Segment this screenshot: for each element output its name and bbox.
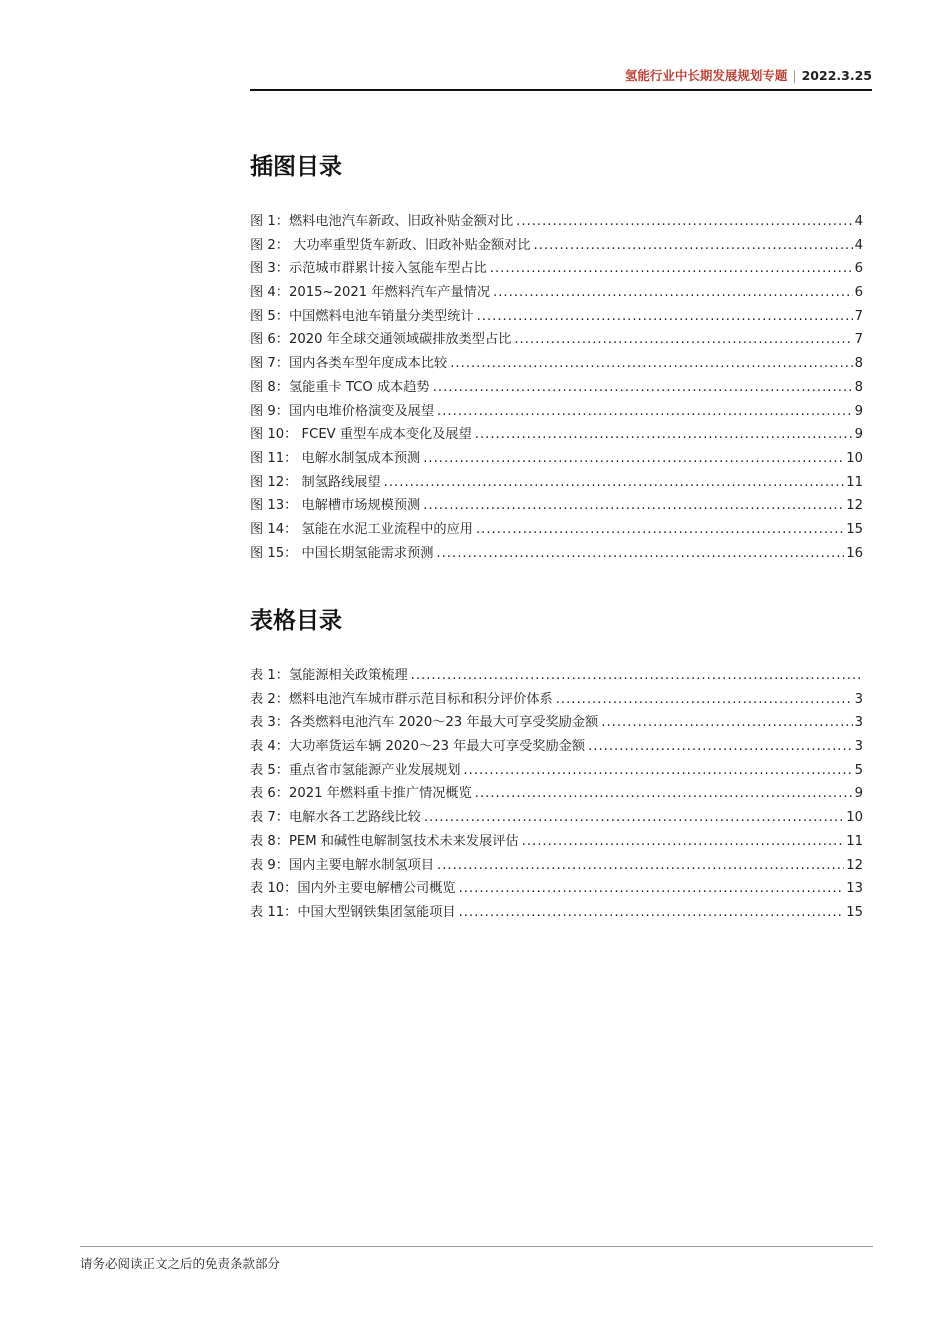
dot-leader <box>463 759 852 783</box>
figure-toc-entry-label[interactable]: 图 10： FCEV 重型车成本变化及展望 <box>250 427 472 443</box>
dot-leader <box>423 494 844 518</box>
figure-toc-entry-label[interactable]: 图 1：燃料电池汽车新政、旧政补贴金额对比 <box>250 214 514 229</box>
figure-toc-entry-page[interactable]: 8 <box>854 379 863 395</box>
table-toc-entry-page[interactable]: 12 <box>846 857 863 873</box>
figure-toc-entry-label[interactable]: 图 11： 电解水制氢成本预测 <box>250 450 421 466</box>
report-topic: 氢能行业中长期发展规划专题 <box>624 68 788 83</box>
page-header <box>250 66 872 88</box>
table-toc-entry-page[interactable]: 15 <box>846 904 863 920</box>
table-toc-entry[interactable] <box>250 688 863 712</box>
figure-toc-entry[interactable] <box>250 352 863 376</box>
dot-leader <box>514 328 852 352</box>
table-toc-entry[interactable] <box>250 711 863 735</box>
dot-leader <box>411 664 861 688</box>
table-toc-entry-page[interactable]: 11 <box>846 833 863 849</box>
dot-leader <box>384 471 845 495</box>
figure-toc-entry-label[interactable]: 图 3：示范城市群累计接入氢能车型占比 <box>250 261 487 277</box>
figure-toc-entry-page[interactable]: 7 <box>854 332 863 348</box>
table-toc-entry-label[interactable]: 表 8：PEM 和碱性电解制氢技术未来发展评估 <box>250 833 519 849</box>
table-toc-entry-label[interactable]: 表 6：2021 年燃料重卡推广情况概览 <box>250 786 472 802</box>
figure-toc-entry[interactable] <box>250 400 863 424</box>
dot-leader <box>477 305 853 329</box>
table-toc-entry[interactable] <box>250 782 863 806</box>
report-date: 2022.3.25 <box>801 68 872 83</box>
figure-toc-entry-page[interactable]: 12 <box>846 498 863 514</box>
figure-toc-entry-page[interactable]: 15 <box>846 521 863 537</box>
figure-toc-entry-page[interactable]: 7 <box>854 308 863 324</box>
figure-toc-entry-label[interactable]: 图 2： 大功率重型货车新政、旧政补贴金额对比 <box>250 237 531 253</box>
dot-leader <box>601 711 852 735</box>
table-toc-entry-page[interactable]: 3 <box>854 715 863 731</box>
table-toc-entry[interactable] <box>250 901 863 925</box>
figure-toc-entry-page[interactable]: 8 <box>854 356 863 372</box>
table-toc-entry-label[interactable]: 表 3：各类燃料电池汽车 2020～23 年最大可享受奖励金额 <box>250 715 599 731</box>
figure-toc-entry[interactable] <box>250 234 863 258</box>
header-rule <box>250 89 872 91</box>
table-toc-entry-page[interactable]: 9 <box>854 786 863 802</box>
table-toc-entry[interactable] <box>250 664 863 688</box>
dot-leader <box>475 423 853 447</box>
figure-toc-entry[interactable] <box>250 257 863 281</box>
tables-toc-list <box>250 664 863 925</box>
dot-leader <box>588 735 853 759</box>
figure-toc-entry-label[interactable]: 图 15： 中国长期氢能需求预测 <box>250 545 434 561</box>
footer-disclaimer: 请务必阅读正文之后的免责条款部分 <box>80 1256 281 1271</box>
figure-toc-entry-page[interactable]: 9 <box>854 403 863 419</box>
figure-toc-entry[interactable] <box>250 471 863 495</box>
table-toc-entry-page[interactable]: 3 <box>854 739 863 755</box>
dot-leader <box>476 518 844 542</box>
figure-toc-entry[interactable] <box>250 518 863 542</box>
figure-toc-entry-label[interactable]: 图 8：氢能重卡 TCO 成本趋势 <box>250 379 430 395</box>
table-toc-entry-label[interactable]: 表 5：重点省市氢能源产业发展规划 <box>250 762 461 778</box>
figure-toc-entry-label[interactable]: 图 13： 电解槽市场规模预测 <box>250 498 421 514</box>
dot-leader <box>459 901 845 925</box>
dot-leader <box>556 688 853 712</box>
figure-toc-entry-page[interactable]: 16 <box>846 545 863 561</box>
figure-toc-entry-page[interactable]: 10 <box>846 450 863 466</box>
figure-toc-entry-page[interactable]: 4 <box>854 237 863 253</box>
dot-leader <box>424 806 844 830</box>
dot-leader <box>522 830 845 854</box>
dot-leader <box>423 447 844 471</box>
figure-toc-entry-label[interactable]: 图 7：国内各类车型年度成本比较 <box>250 356 448 372</box>
header-separator: | <box>792 68 797 83</box>
figure-toc-entry-label[interactable]: 图 5：中国燃料电池车销量分类型统计 <box>250 308 474 324</box>
dot-leader <box>436 542 844 566</box>
dot-leader <box>433 376 853 400</box>
figure-toc-entry-page[interactable]: 6 <box>854 261 863 277</box>
table-toc-entry-label[interactable]: 表 9：国内主要电解水制氢项目 <box>250 857 435 873</box>
table-toc-entry[interactable] <box>250 759 863 783</box>
dot-leader <box>493 281 853 305</box>
footer-rule <box>80 1246 873 1247</box>
figure-toc-entry-label[interactable]: 图 9：国内电堆价格演变及展望 <box>250 403 435 419</box>
table-toc-entry-label[interactable]: 表 1：氢能源相关政策梳理 <box>250 668 408 683</box>
figure-toc-entry[interactable] <box>250 423 863 447</box>
figure-toc-entry-label[interactable]: 图 14： 氢能在水泥工业流程中的应用 <box>250 521 473 537</box>
dot-leader <box>450 352 852 376</box>
figure-toc-entry[interactable] <box>250 494 863 518</box>
table-toc-entry[interactable] <box>250 854 863 878</box>
figure-toc-entry[interactable] <box>250 328 863 352</box>
figure-toc-entry[interactable] <box>250 210 863 234</box>
dot-leader <box>475 782 853 806</box>
table-toc-entry[interactable] <box>250 830 863 854</box>
table-toc-entry-label[interactable]: 表 4：大功率货运车辆 2020～23 年最大可享受奖励金额 <box>250 739 586 755</box>
table-toc-entry-label[interactable]: 表 7：电解水各工艺路线比较 <box>250 810 421 826</box>
figure-toc-entry[interactable] <box>250 447 863 471</box>
figure-toc-entry[interactable] <box>250 281 863 305</box>
table-toc-entry-label[interactable]: 表 11：中国大型钢铁集团氢能项目 <box>250 904 456 920</box>
table-toc-entry-page[interactable]: 13 <box>846 881 863 897</box>
figure-toc-entry-page[interactable]: 9 <box>854 427 863 443</box>
tables-toc-title: 表格目录 <box>250 608 342 634</box>
dot-leader <box>534 234 853 258</box>
table-toc-entry-label[interactable]: 表 2：燃料电池汽车城市群示范目标和积分评价体系 <box>250 691 553 707</box>
dot-leader <box>437 854 844 878</box>
table-toc-entry[interactable] <box>250 735 863 759</box>
table-toc-entry-page[interactable]: 3 <box>854 691 863 707</box>
figures-toc-list <box>250 210 863 565</box>
figure-toc-entry[interactable] <box>250 305 863 329</box>
figure-toc-entry-page[interactable]: 4 <box>854 214 863 229</box>
figure-toc-entry-page[interactable]: 11 <box>846 474 863 490</box>
dot-leader <box>490 257 853 281</box>
table-toc-entry-page[interactable]: 10 <box>846 810 863 826</box>
figure-toc-entry[interactable] <box>250 376 863 400</box>
dot-leader <box>437 400 853 424</box>
table-toc-entry-label[interactable]: 表 10：国内外主要电解槽公司概览 <box>250 881 456 897</box>
figure-toc-entry-label[interactable]: 图 6：2020 年全球交通领域碳排放类型占比 <box>250 332 512 348</box>
table-toc-entry-page[interactable]: 5 <box>854 762 863 778</box>
figure-toc-entry-page[interactable]: 6 <box>854 285 863 301</box>
figure-toc-entry-label[interactable]: 图 12： 制氢路线展望 <box>250 474 381 490</box>
dot-leader <box>459 877 845 901</box>
table-toc-entry[interactable] <box>250 877 863 901</box>
figure-toc-entry[interactable] <box>250 542 863 566</box>
figure-toc-entry-label[interactable]: 图 4：2015~2021 年燃料汽车产量情况 <box>250 285 491 301</box>
table-toc-entry[interactable] <box>250 806 863 830</box>
dot-leader <box>516 210 852 234</box>
figures-toc-title: 插图目录 <box>250 154 342 180</box>
